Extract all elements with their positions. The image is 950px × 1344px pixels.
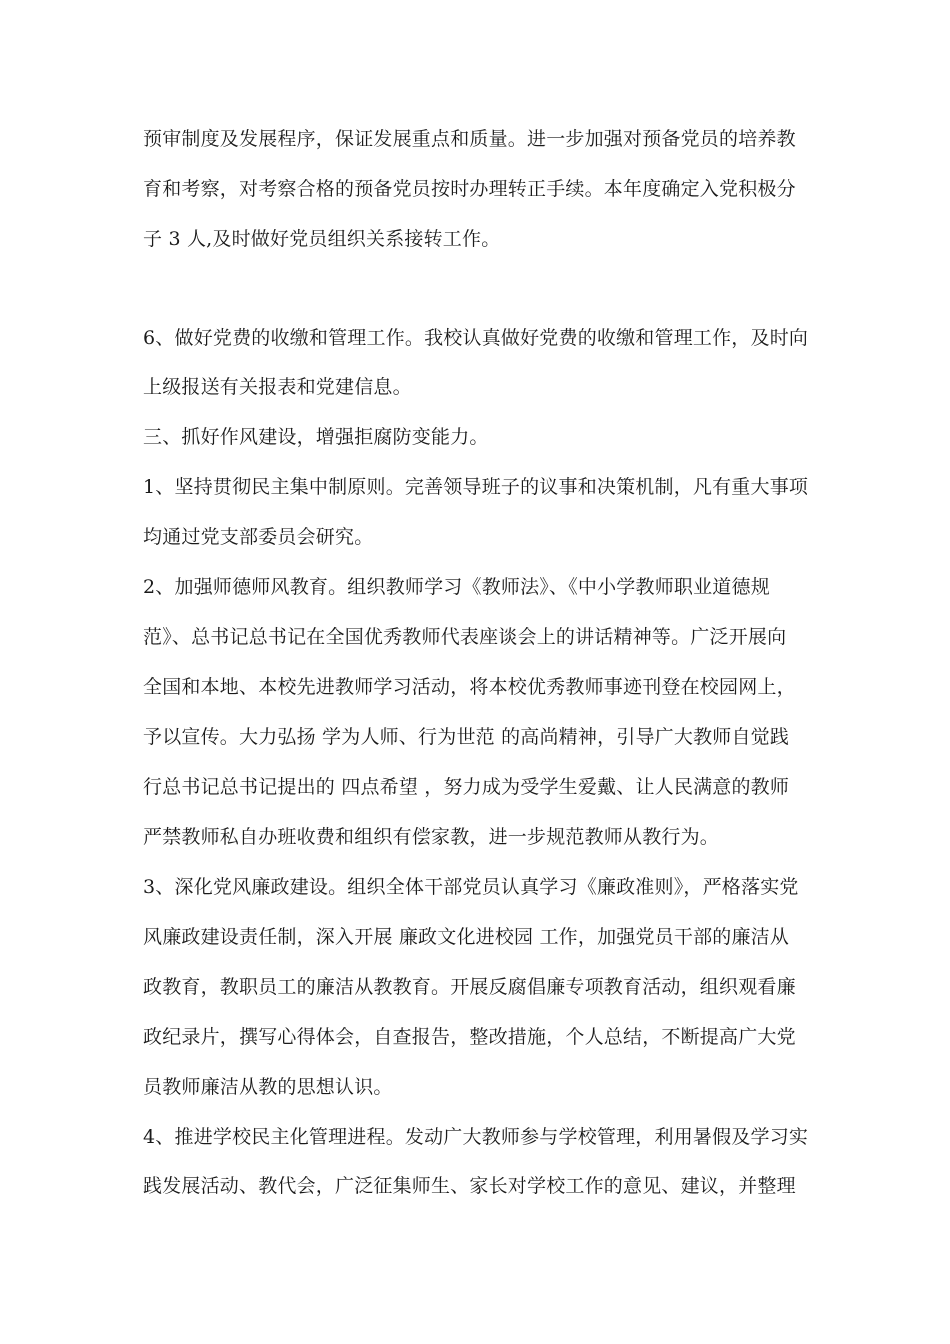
text-line: 予以宣传。大力弘扬 学为人师、行为世范 的高尚精神，引导广大教师自觉践 <box>143 726 790 748</box>
text-line: 范》、总书记总书记在全国优秀教师代表座谈会上的讲话精神等。广泛开展向 <box>143 626 787 648</box>
text-line: 员教师廉洁从教的思想认识。 <box>143 1076 393 1098</box>
text-line: 政教育，教职员工的廉洁从教教育。开展反腐倡廉专项教育活动，组织观看廉 <box>143 976 796 998</box>
text-line: 预审制度及发展程序，保证发展重点和质量。进一步加强对预备党员的培养教 <box>143 128 796 150</box>
text-line: 行总书记总书记提出的 四点希望 ，努力成为受学生爱戴、让人民满意的教师 <box>143 776 790 798</box>
text-line: 政纪录片，撰写心得体会，自查报告，整改措施，个人总结，不断提高广大党 <box>143 1026 796 1048</box>
text-line: 2、加强师德师风教育。组织教师学习《教师法》、《中小学教师职业道德规 <box>143 576 770 598</box>
text-line: 上级报送有关报表和党建信息。 <box>143 376 412 398</box>
text-line: 6、做好党费的收缴和管理工作。我校认真做好党费的收缴和管理工作，及时向 <box>143 327 809 349</box>
text-line: 严禁教师私自办班收费和组织有偿家教，进一步规范教师从教行为。 <box>143 826 720 848</box>
text-line: 子 3 人,及时做好党员组织关系接转工作。 <box>143 228 501 250</box>
text-line: 4、推进学校民主化管理进程。发动广大教师参与学校管理，利用暑假及学习实 <box>143 1126 809 1148</box>
text-line: 三、抓好作风建设，增强拒腐防变能力。 <box>143 426 489 448</box>
text-line: 践发展活动、教代会，广泛征集师生、家长对学校工作的意见、建议，并整理 <box>143 1175 796 1197</box>
text-line: 均通过党支部委员会研究。 <box>143 526 374 548</box>
text-line: 风廉政建设责任制，深入开展 廉政文化进校园 工作，加强党员干部的廉洁从 <box>143 926 790 948</box>
text-line: 育和考察，对考察合格的预备党员按时办理转正手续。本年度确定入党积极分 <box>143 178 796 200</box>
text-line: 3、深化党风廉政建设。组织全体干部党员认真学习《廉政准则》，严格落实党 <box>143 876 799 898</box>
text-line: 1、坚持贯彻民主集中制原则。完善领导班子的议事和决策机制，凡有重大事项 <box>143 476 809 498</box>
text-line: 全国和本地、本校先进教师学习活动，将本校优秀教师事迹刊登在校园网上， <box>143 676 796 698</box>
